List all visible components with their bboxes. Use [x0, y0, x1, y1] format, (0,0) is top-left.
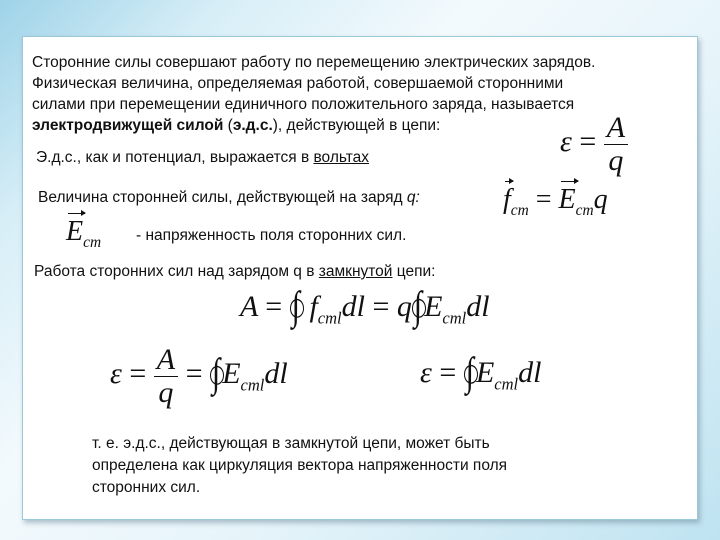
contour-integral-icon: ∫	[212, 351, 220, 397]
force-l-subscript: стl	[317, 308, 342, 328]
intro-line-1: Сторонние силы совершают работу по перемещению электрических зарядов.	[32, 54, 596, 71]
dl: dl	[264, 356, 288, 390]
force-text: Величина сторонней силы, действующей на заряд	[38, 189, 407, 206]
intro-line-4-end: ), действующей в цепи:	[272, 117, 441, 134]
equals-sign: =	[579, 124, 597, 158]
work-A: A	[240, 290, 258, 323]
field-vector-E: E	[66, 216, 84, 247]
emf-circulation-formula	[110, 344, 288, 408]
dl-1: dl	[341, 290, 365, 323]
work-over-charge-fraction	[154, 344, 178, 408]
intro-line-2: Физическая величина, определяемая работой, совершаемой сторонними	[32, 75, 564, 92]
field-E: E	[222, 356, 241, 390]
intro-line-4	[32, 116, 440, 136]
volts-line	[36, 148, 369, 168]
field-vector-E: E	[558, 184, 576, 215]
contour-integral-icon: ∫	[414, 284, 422, 330]
closed-word: замкнутой	[318, 263, 393, 280]
volts-word: вольтах	[313, 149, 370, 166]
intro-line-3: силами при перемещении единичного положительного заряда, называется	[32, 96, 575, 113]
contour-integral-icon: ∫	[466, 350, 474, 396]
equals-sign: =	[535, 184, 552, 215]
intro-line-4-mid: (	[223, 117, 233, 134]
force-f: f	[309, 290, 318, 323]
force-line	[38, 188, 420, 208]
field-l-subscript: стl	[240, 375, 265, 395]
emf-abbrev: э.д.с.	[232, 117, 273, 134]
denominator-charge: q	[158, 375, 174, 409]
contour-integral-icon: ∫	[292, 284, 300, 330]
work-line	[34, 262, 435, 282]
equals-sign: =	[185, 356, 203, 390]
work-integral-formula	[240, 284, 490, 329]
equals-sign: =	[372, 290, 390, 323]
equals-sign: =	[265, 290, 283, 323]
charge-q: q	[593, 184, 608, 215]
conclusion-line-2: определена как циркуляция вектора напряженности поля	[92, 457, 508, 474]
volts-prefix: Э.д.с., как и потенциал, выражается в	[36, 149, 314, 166]
dl: dl	[518, 356, 542, 389]
denominator-charge: q	[608, 143, 624, 177]
force-vector-f: f	[503, 184, 511, 215]
force-subscript: ст	[510, 201, 529, 219]
emf-term: электродвижущей силой	[32, 117, 224, 134]
work-prefix: Работа сторонних сил над зарядом q в	[34, 263, 319, 280]
work-suffix: цепи:	[392, 263, 436, 280]
emf-definition-formula	[560, 112, 628, 176]
force-charge-symbol: q:	[406, 189, 420, 206]
equals-sign: =	[439, 356, 457, 389]
emf-symbol: ε	[560, 124, 572, 158]
field-description: - напряженность поля сторонних сил.	[136, 227, 407, 244]
numerator-work: A	[154, 344, 178, 377]
charge-q: q	[396, 290, 412, 323]
field-l-subscript: стl	[442, 308, 467, 328]
field-subscript: ст	[83, 233, 102, 251]
field-l-subscript: стl	[494, 374, 519, 394]
force-formula	[503, 184, 608, 220]
emf-symbol: ε	[420, 356, 432, 389]
conclusion-line-1: т. е. э.д.с., действующая в замкнутой цепи, может быть	[92, 435, 490, 452]
field-E: E	[475, 356, 495, 389]
field-E: E	[424, 290, 443, 323]
emf-short-formula	[420, 350, 542, 395]
dl-2: dl	[466, 290, 490, 323]
field-vector-standalone	[66, 216, 101, 252]
equals-sign: =	[129, 356, 147, 390]
conclusion-line-3: сторонних сил.	[92, 479, 201, 496]
work-over-charge-fraction	[604, 112, 628, 176]
numerator-work: A	[604, 112, 628, 145]
field-subscript: ст	[575, 201, 594, 219]
emf-symbol: ε	[110, 356, 122, 390]
